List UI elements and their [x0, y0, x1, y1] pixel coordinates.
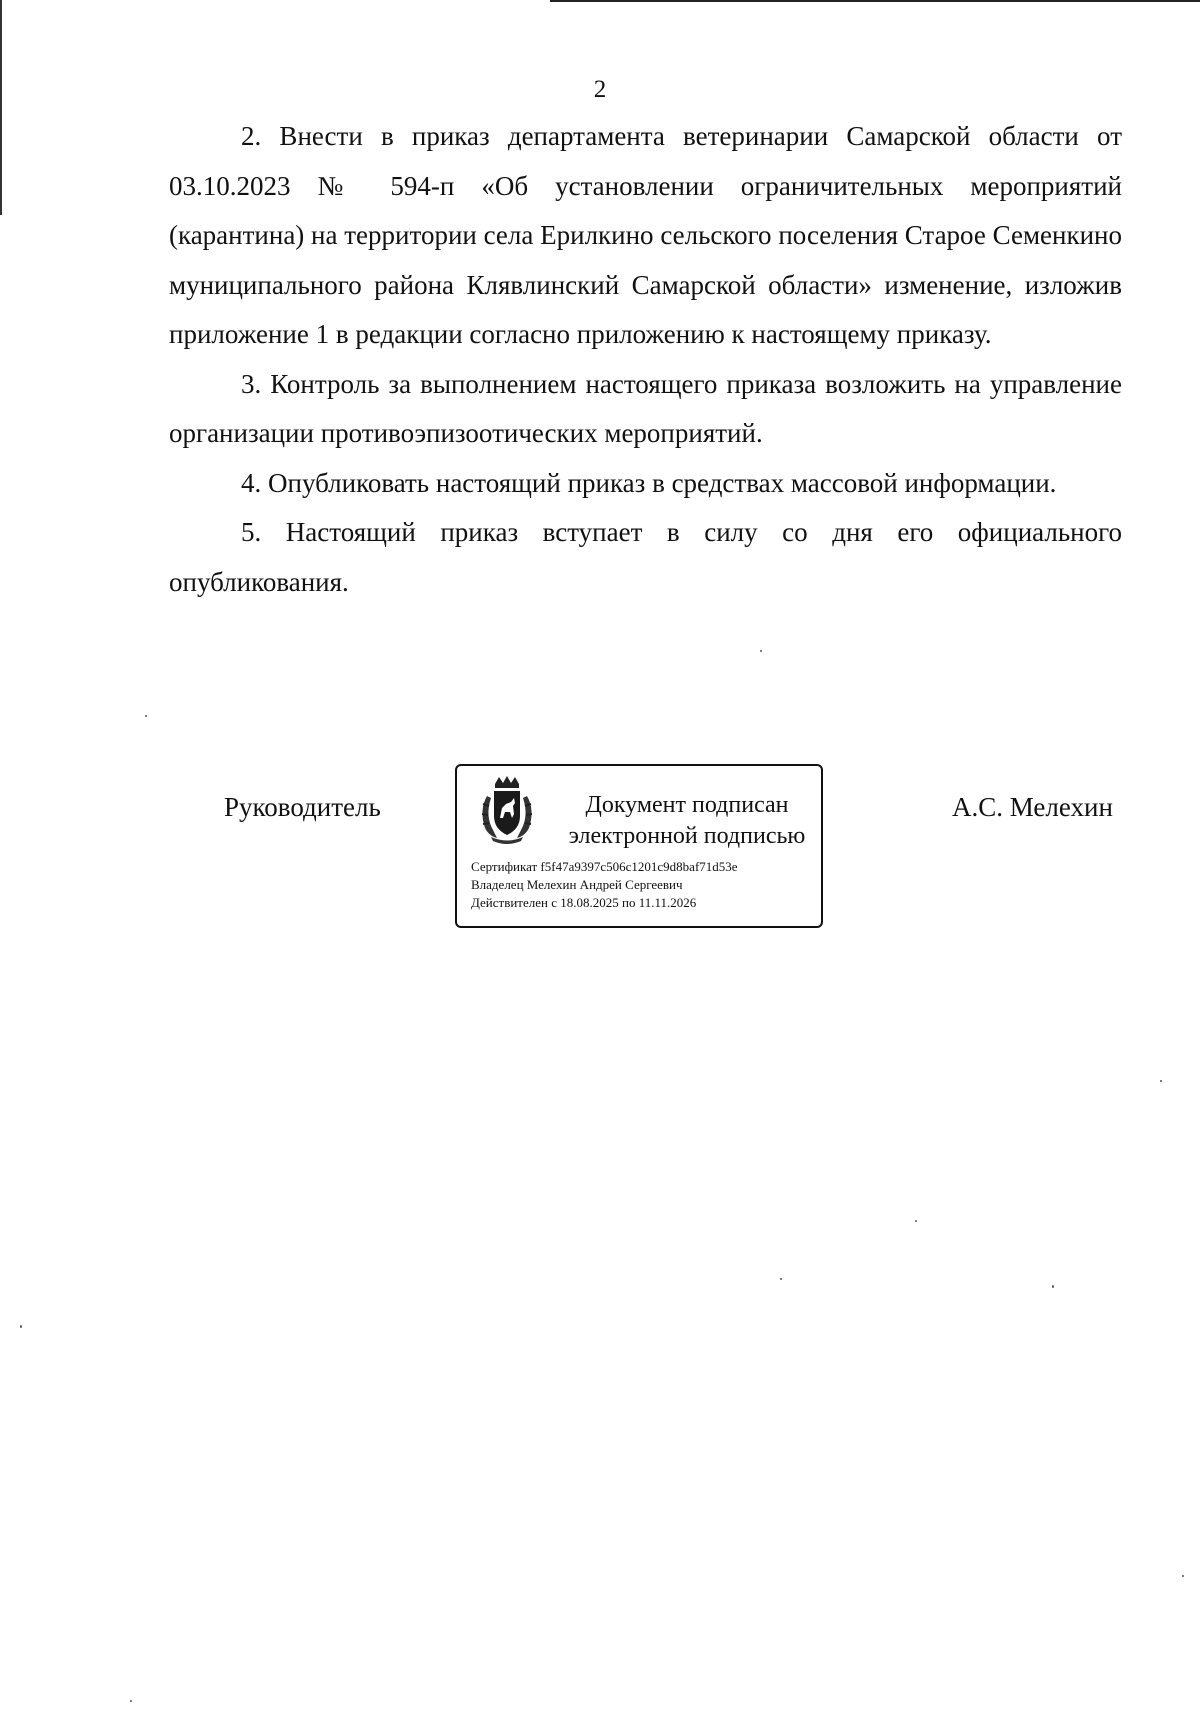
scan-speck — [915, 1220, 917, 1222]
scan-speck — [760, 650, 762, 652]
scan-left-edge — [0, 0, 2, 215]
stamp-owner: Владелец Мелехин Андрей Сергеевич — [471, 877, 683, 892]
signer-position: Руководитель — [224, 792, 381, 822]
signer-name: А.С. Мелехин — [952, 792, 1113, 822]
stamp-heading — [552, 790, 822, 852]
stamp-heading-line-1: Документ подписан — [585, 792, 789, 818]
document-body — [169, 112, 1122, 607]
stamp-heading-line-2: электронной подписью — [568, 823, 806, 849]
scan-speck — [20, 1325, 22, 1328]
scan-speck — [1052, 1285, 1054, 1288]
scan-speck — [1182, 1575, 1184, 1577]
scan-speck — [1160, 1080, 1162, 1082]
scan-speck — [145, 715, 147, 717]
electronic-signature-stamp — [455, 764, 823, 928]
coat-of-arms-icon — [475, 774, 539, 844]
paragraph-4: 4. Опубликовать настоящий приказ в средствах массовой информации. — [241, 467, 1057, 498]
stamp-certificate: Сертификат f5f47a9397c506c1201c9d8baf71d53e — [471, 859, 738, 874]
stamp-validity: Действителен с 18.08.2025 по 11.11.2026 — [471, 895, 697, 910]
stamp-details — [471, 858, 738, 912]
paragraph-5: 5. Настоящий приказ вступает в силу со дня его официального опубликования. — [169, 517, 1122, 597]
paragraph-3: 3. Контроль за выполнением настоящего приказа возложить на управление организации противоэпизоотических мероприятий. — [169, 368, 1122, 448]
paragraph-2: 2. Внести в приказ департамента ветеринарии Самарской области от 03.10.2023 № 594-п «Об установлении ограничительных мероприятий (карантина) на территории села Ерилкино сельского поселения Старое Семенкино муниципального района Клявлинский Самарской области» изменение, изложив приложение 1 в редакции согласно приложению к настоящему приказу. — [169, 121, 1122, 349]
page-number: 2 — [593, 76, 607, 103]
scan-speck — [780, 1278, 782, 1280]
scan-top-edge — [550, 0, 1200, 2]
scan-speck — [130, 1700, 132, 1702]
